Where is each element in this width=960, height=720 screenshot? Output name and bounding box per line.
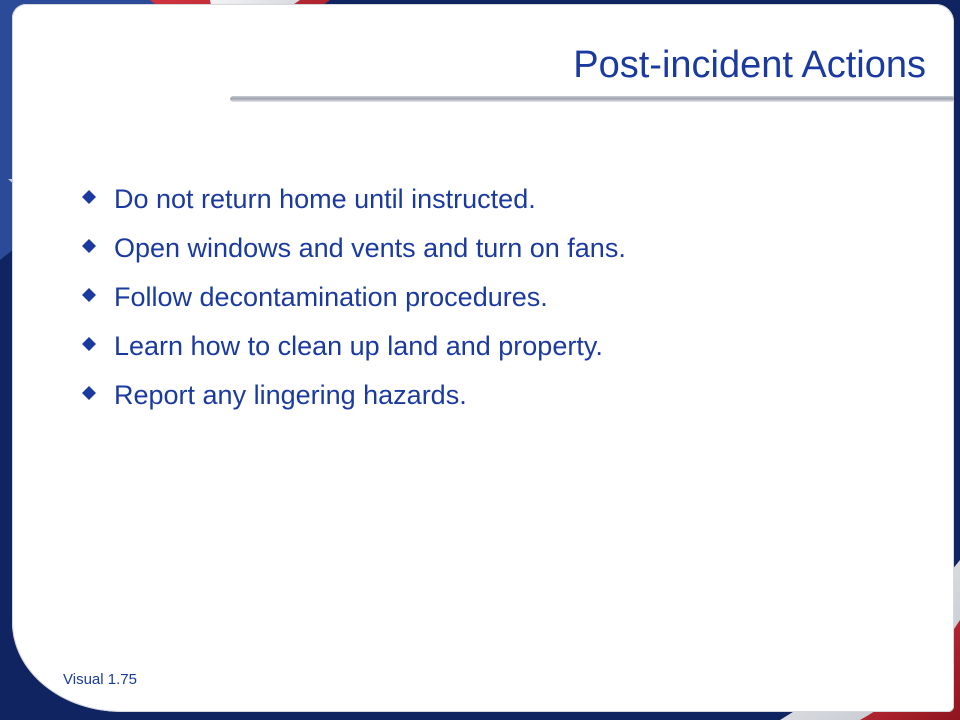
bullet-text: Open windows and vents and turn on fans.	[114, 233, 626, 263]
bullet-text: Do not return home until instructed.	[114, 184, 536, 214]
diamond-bullet-icon	[82, 386, 96, 400]
bullet-text: Learn how to clean up land and property.	[114, 331, 603, 361]
diamond-bullet-icon	[82, 190, 96, 204]
bullet-item	[78, 273, 626, 322]
visual-number-label: Visual 1.75	[63, 671, 137, 688]
bullet-item	[78, 322, 626, 371]
slide-title: Post-incident Actions	[573, 44, 926, 86]
bullet-item	[78, 371, 626, 420]
title-divider	[230, 96, 954, 102]
diamond-bullet-icon	[82, 337, 96, 351]
bullet-item	[78, 175, 626, 224]
diamond-bullet-icon	[82, 288, 96, 302]
diamond-bullet-icon	[82, 239, 96, 253]
bullet-text: Report any lingering hazards.	[114, 380, 467, 410]
bullet-item	[78, 224, 626, 273]
bullet-list	[78, 175, 626, 420]
bullet-text: Follow decontamination procedures.	[114, 282, 548, 312]
